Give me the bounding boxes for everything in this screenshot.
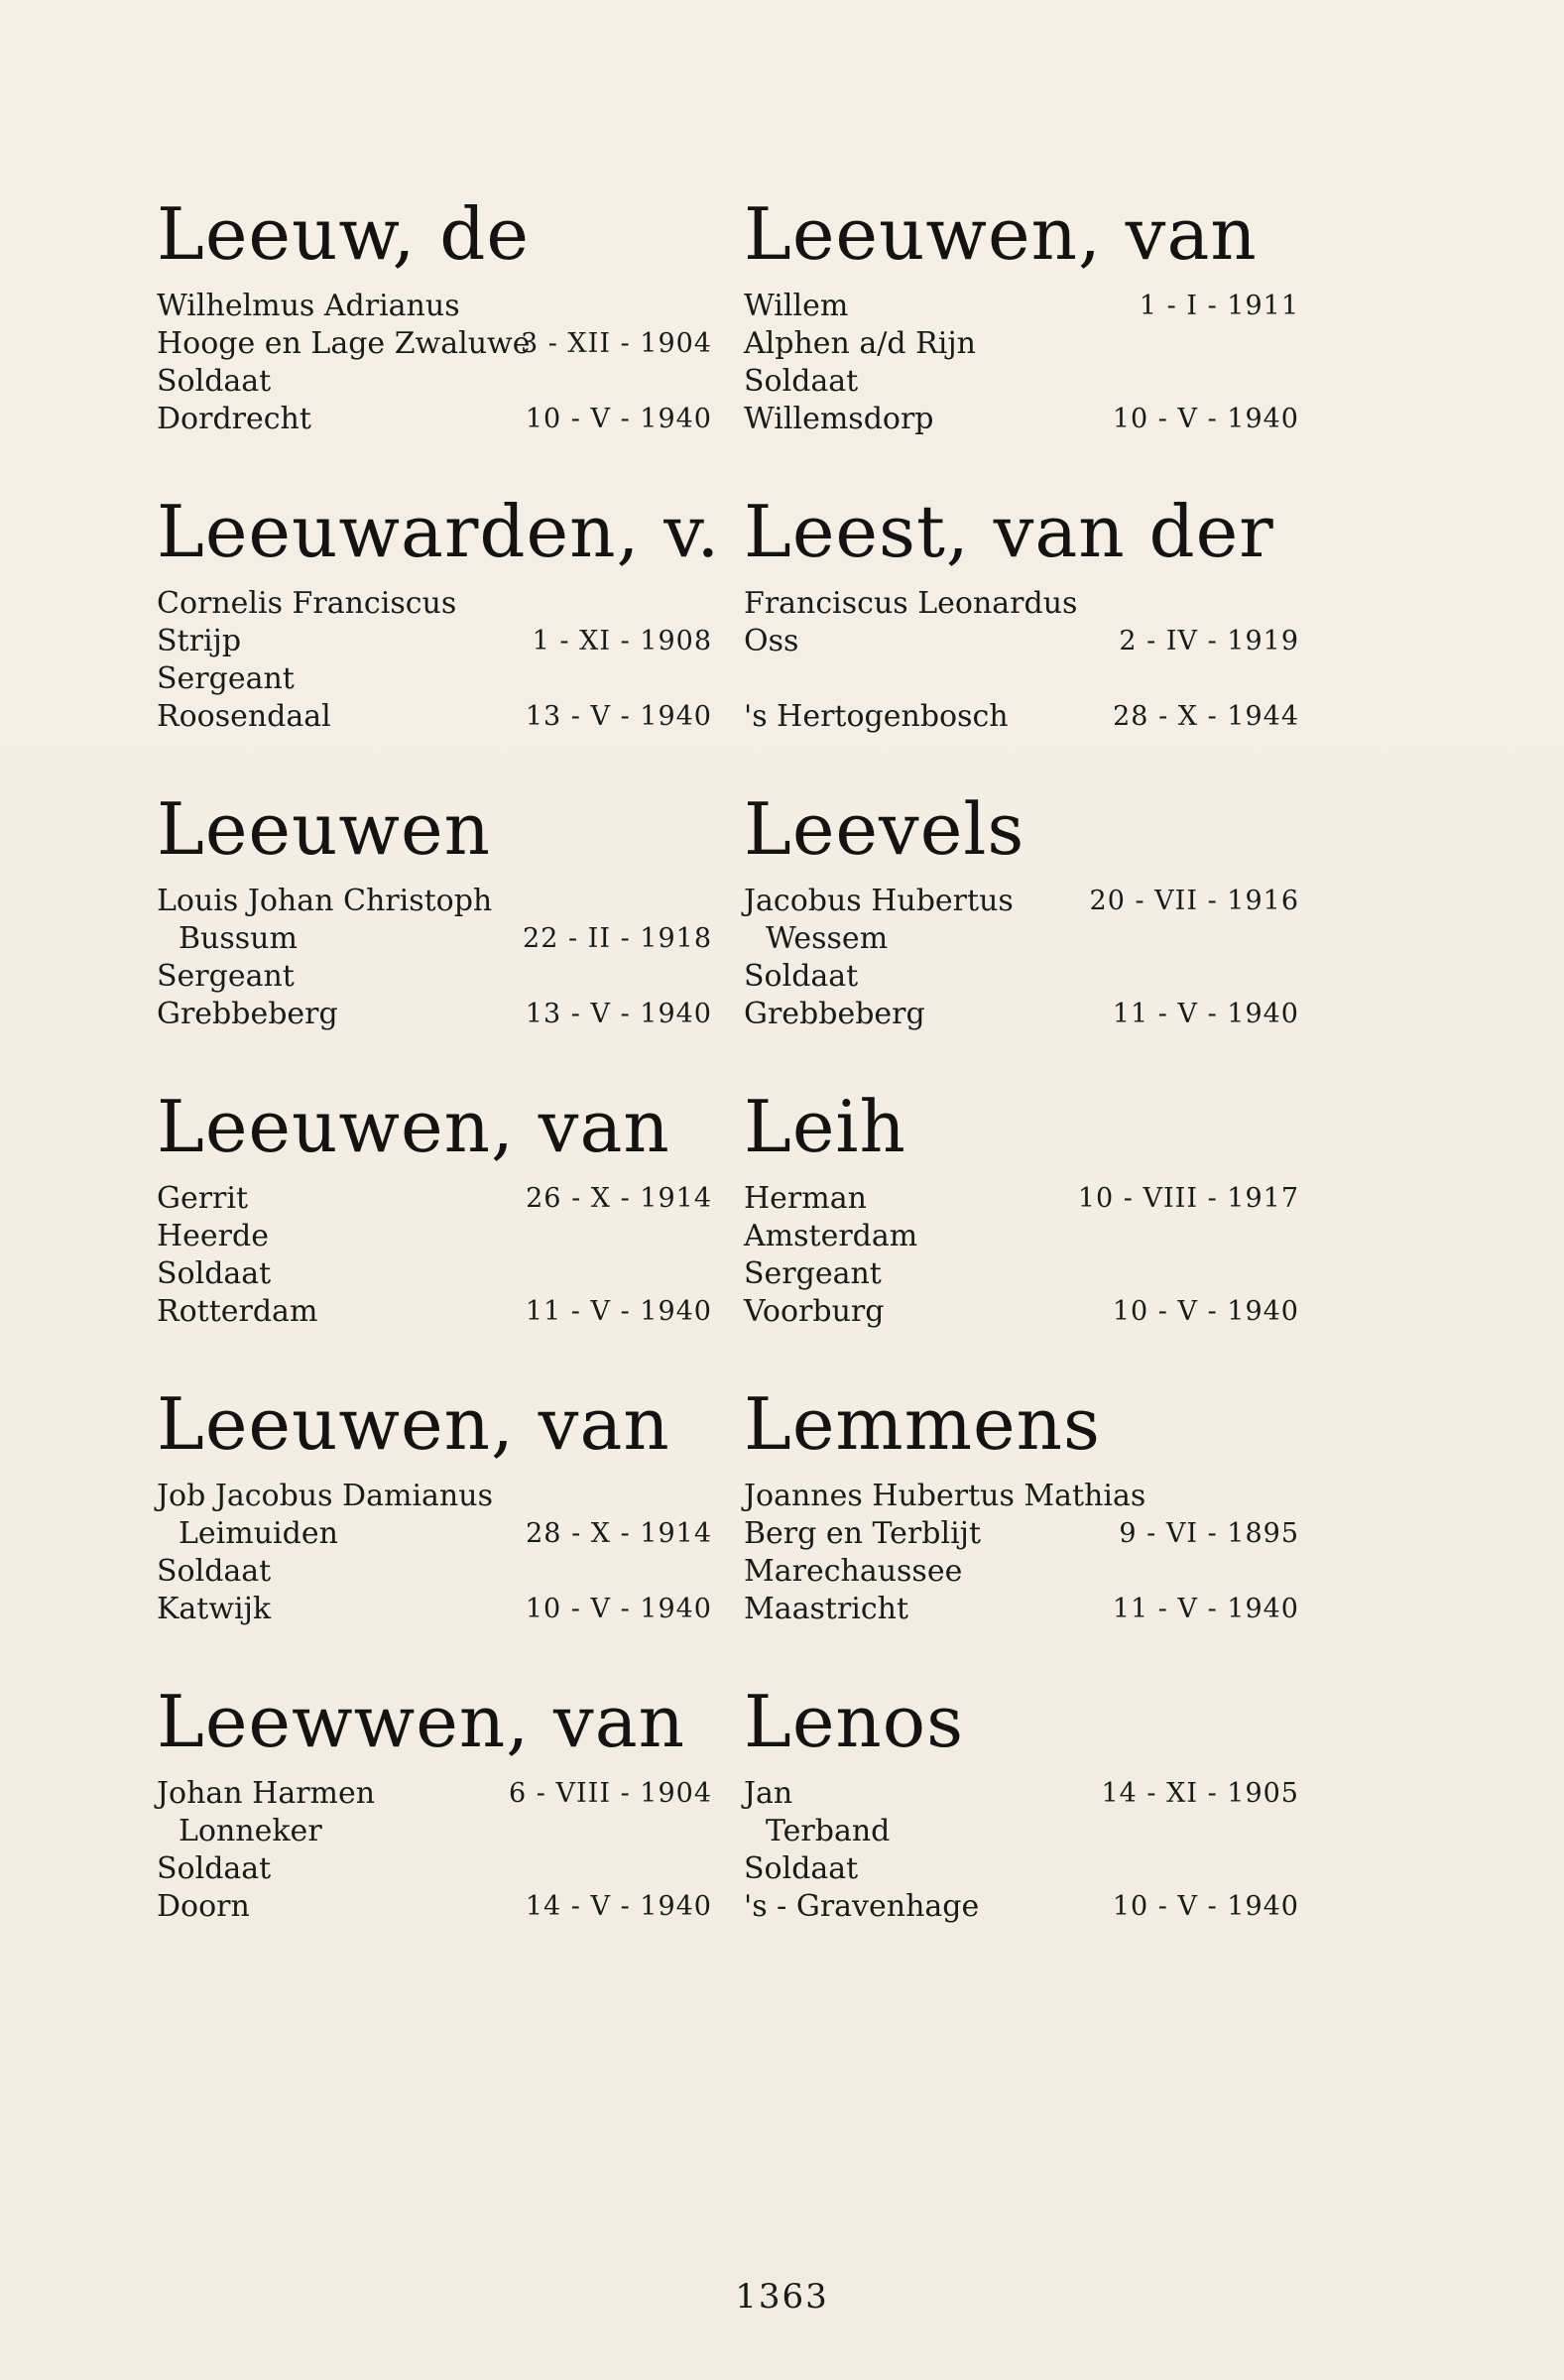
given-names-line xyxy=(744,883,1299,920)
birthplace: Lonneker xyxy=(179,1814,322,1848)
surname-heading: Leeuwen xyxy=(157,787,492,871)
rank-line xyxy=(157,1850,712,1888)
given-names-line xyxy=(157,1180,712,1218)
given-names: Johan Harmen xyxy=(157,1776,376,1811)
given-names: Louis Johan Christoph xyxy=(157,884,493,918)
birth-line xyxy=(744,325,1299,363)
death-line xyxy=(744,1888,1299,1926)
record-entry xyxy=(157,1378,712,1676)
surname-heading: Lenos xyxy=(744,1680,965,1763)
death-date: 11 - V - 1940 xyxy=(1112,999,1299,1029)
birth-date: 14 - XI - 1905 xyxy=(1101,1778,1299,1809)
record-entry xyxy=(744,1081,1299,1378)
surname-heading: Leih xyxy=(744,1085,906,1168)
rank-line xyxy=(157,1255,712,1293)
place-of-death: Dordrecht xyxy=(157,402,311,436)
record-entry xyxy=(744,1378,1299,1676)
rank: Soldaat xyxy=(157,1256,272,1291)
birthplace: Strijp xyxy=(157,624,242,658)
given-names: Gerrit xyxy=(157,1181,249,1216)
given-names: Franciscus Leonardus xyxy=(744,586,1078,621)
birth-date: 28 - X - 1914 xyxy=(526,1518,712,1549)
right-column xyxy=(744,188,1299,1973)
place-of-death: Katwijk xyxy=(157,1592,272,1626)
birth-date: 26 - X - 1914 xyxy=(526,1183,712,1214)
surname-heading: Leeuw, de xyxy=(157,192,530,276)
record-entry xyxy=(157,1676,712,1973)
death-date: 10 - V - 1940 xyxy=(1112,1296,1299,1327)
death-line xyxy=(744,1293,1299,1331)
given-names-line xyxy=(157,1478,712,1515)
surname-heading: Leeuwarden, v. xyxy=(157,490,721,573)
place-of-death: Doorn xyxy=(157,1889,250,1924)
death-line xyxy=(744,698,1299,736)
rank-line xyxy=(744,1553,1299,1591)
surname-heading: Leewwen, van xyxy=(157,1680,686,1763)
death-line xyxy=(157,401,712,438)
death-line xyxy=(744,1591,1299,1628)
rank: Soldaat xyxy=(744,959,859,994)
birthplace: Alphen a/d Rijn xyxy=(744,326,976,361)
given-names-line xyxy=(744,1775,1299,1813)
given-names: Job Jacobus Damianus xyxy=(157,1479,493,1513)
death-date: 13 - V - 1940 xyxy=(525,701,712,732)
birth-date: 6 - VIII - 1904 xyxy=(509,1778,712,1809)
death-line xyxy=(744,401,1299,438)
rank: Soldaat xyxy=(157,1554,272,1589)
birth-line xyxy=(744,1813,1299,1850)
birth-line xyxy=(157,1218,712,1255)
birth-line xyxy=(157,325,712,363)
given-names-line xyxy=(157,288,712,325)
given-names: Cornelis Franciscus xyxy=(157,586,457,621)
given-names-line xyxy=(157,585,712,623)
death-date: 28 - X - 1944 xyxy=(1113,701,1299,732)
given-names: Wilhelmus Adrianus xyxy=(157,289,460,323)
rank: Sergeant xyxy=(744,1256,882,1291)
birth-date: 10 - VIII - 1917 xyxy=(1077,1183,1299,1214)
rank: Soldaat xyxy=(157,364,272,399)
given-names-line xyxy=(744,585,1299,623)
place-of-death: Rotterdam xyxy=(157,1294,318,1329)
birth-line xyxy=(744,1515,1299,1553)
birth-line xyxy=(744,1218,1299,1255)
death-line xyxy=(157,996,712,1033)
rank-line xyxy=(157,363,712,401)
place-of-death: Roosendaal xyxy=(157,699,331,734)
birth-line xyxy=(157,920,712,958)
given-names-line xyxy=(157,883,712,920)
death-date: 10 - V - 1940 xyxy=(525,404,712,434)
birth-date: 2 - IV - 1919 xyxy=(1119,626,1299,656)
surname-heading: Leest, van der xyxy=(744,490,1274,573)
surname-heading: Leeuwen, van xyxy=(744,192,1258,276)
surname-heading: Leevels xyxy=(744,787,1025,871)
page-number: 1363 xyxy=(735,2277,829,2317)
given-names: Jacobus Hubertus xyxy=(744,884,1014,918)
record-entry xyxy=(744,783,1299,1081)
death-date: 10 - V - 1940 xyxy=(1112,1891,1299,1922)
given-names: Herman xyxy=(744,1181,867,1216)
rank-line xyxy=(744,660,1299,698)
surname-heading: Lemmens xyxy=(744,1382,1101,1466)
rank: Soldaat xyxy=(744,364,859,399)
rank: Sergeant xyxy=(157,959,295,994)
death-date: 13 - V - 1940 xyxy=(525,999,712,1029)
birth-date: 20 - VII - 1916 xyxy=(1089,886,1299,916)
place-of-death: 's Hertogenbosch xyxy=(744,699,1009,734)
rank-line xyxy=(744,958,1299,996)
surname-heading: Leeuwen, van xyxy=(157,1382,670,1466)
birth-date: 9 - VI - 1895 xyxy=(1119,1518,1299,1549)
record-entry xyxy=(157,486,721,783)
record-entry xyxy=(744,188,1299,486)
given-names-line xyxy=(157,1775,712,1813)
surname-heading: Leeuwen, van xyxy=(157,1085,670,1168)
given-names: Willem xyxy=(744,289,849,323)
birthplace: Wessem xyxy=(766,921,889,956)
birthplace: Oss xyxy=(744,624,799,658)
rank-line xyxy=(157,958,712,996)
death-line xyxy=(157,1888,712,1926)
birth-line xyxy=(744,623,1299,660)
birth-date: 1 - XI - 1908 xyxy=(532,626,712,656)
record-entry xyxy=(157,188,712,486)
birth-date: 1 - I - 1911 xyxy=(1139,291,1299,321)
rank-line xyxy=(744,1850,1299,1888)
place-of-death: Grebbeberg xyxy=(744,997,925,1031)
given-names: Jan xyxy=(744,1776,793,1811)
place-of-death: Willemsdorp xyxy=(744,402,934,436)
birth-line xyxy=(157,1515,712,1553)
rank-line xyxy=(157,1553,712,1591)
death-date: 11 - V - 1940 xyxy=(525,1296,712,1327)
birth-line xyxy=(744,920,1299,958)
record-entry xyxy=(744,486,1299,783)
rank: Sergeant xyxy=(157,661,295,696)
record-entry xyxy=(157,783,712,1081)
death-line xyxy=(157,1293,712,1331)
birthplace: Amsterdam xyxy=(744,1219,918,1253)
death-line xyxy=(744,996,1299,1033)
birthplace: Heerde xyxy=(157,1219,269,1253)
record-entry xyxy=(157,1081,712,1378)
given-names-line xyxy=(744,288,1299,325)
place-of-death: 's - Gravenhage xyxy=(744,1889,980,1924)
place-of-death: Grebbeberg xyxy=(157,997,338,1031)
left-column xyxy=(157,188,721,1973)
birthplace: Bussum xyxy=(179,921,298,956)
death-date: 10 - V - 1940 xyxy=(525,1594,712,1624)
birthplace: Hooge en Lage Zwaluwe xyxy=(157,326,531,361)
death-line xyxy=(157,1591,712,1628)
rank: Marechaussee xyxy=(744,1554,963,1589)
record-entry xyxy=(744,1676,1299,1973)
rank-line xyxy=(744,363,1299,401)
place-of-death: Maastricht xyxy=(744,1592,909,1626)
birthplace: Leimuiden xyxy=(179,1516,338,1551)
rank: Soldaat xyxy=(157,1851,272,1886)
given-names: Joannes Hubertus Mathias xyxy=(744,1479,1146,1513)
birth-date: 22 - II - 1918 xyxy=(523,923,712,954)
rank-line xyxy=(157,660,712,698)
death-date: 10 - V - 1940 xyxy=(1112,404,1299,434)
given-names-line xyxy=(744,1180,1299,1218)
birth-date: 3 - XII - 1904 xyxy=(520,328,712,359)
rank-line xyxy=(744,1255,1299,1293)
rank: Soldaat xyxy=(744,1851,859,1886)
birthplace: Terband xyxy=(766,1814,891,1848)
death-date: 11 - V - 1940 xyxy=(1112,1594,1299,1624)
death-date: 14 - V - 1940 xyxy=(525,1891,712,1922)
birth-line xyxy=(157,1813,712,1850)
birthplace: Berg en Terblijt xyxy=(744,1516,982,1551)
birth-line xyxy=(157,623,712,660)
death-line xyxy=(157,698,712,736)
given-names-line xyxy=(744,1478,1299,1515)
place-of-death: Voorburg xyxy=(744,1294,885,1329)
